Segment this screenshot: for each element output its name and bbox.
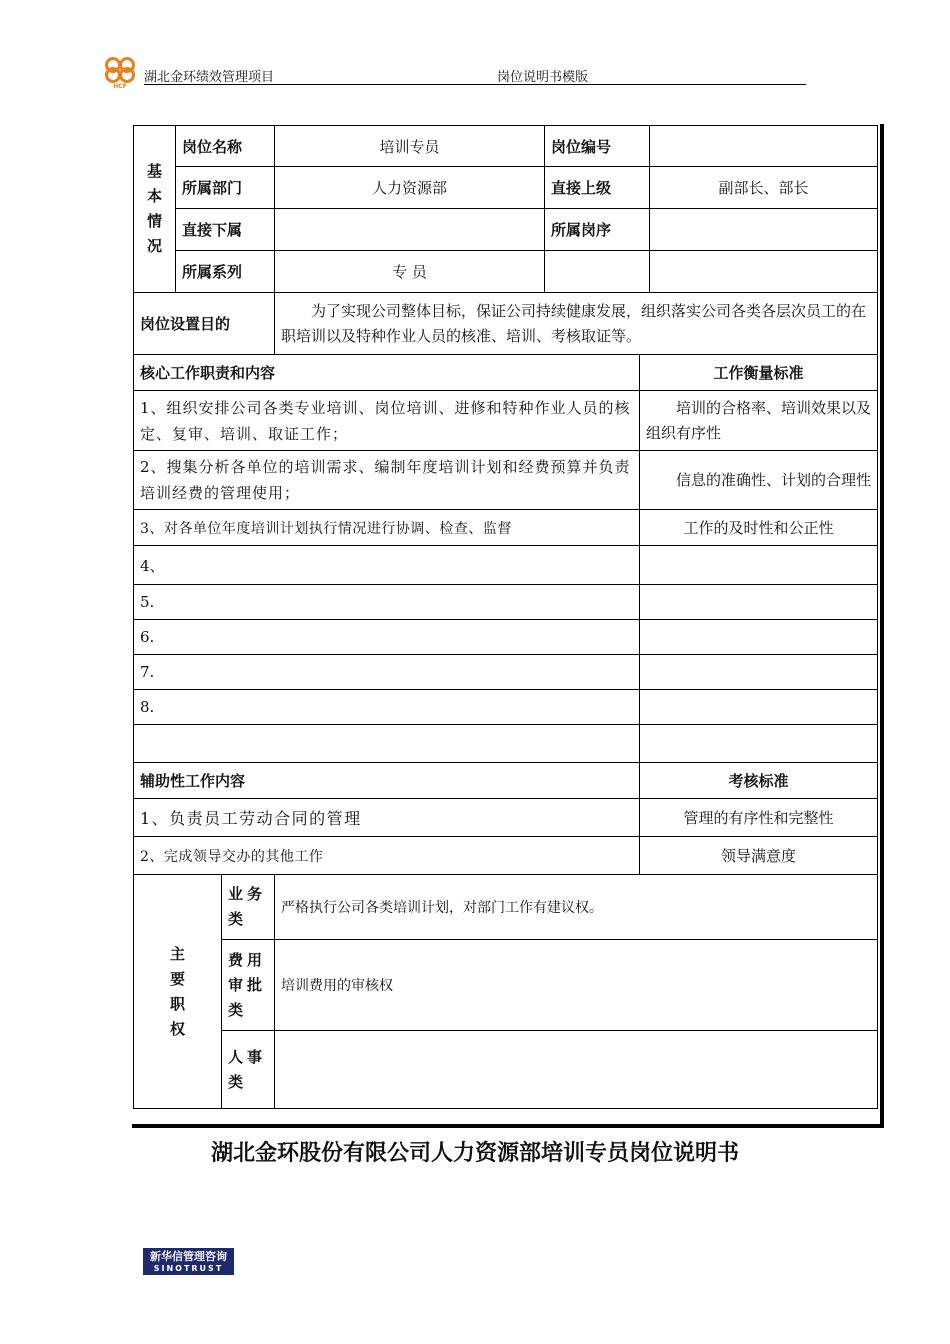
core-standard-6 xyxy=(640,620,878,655)
logo-text: HCF xyxy=(113,83,127,90)
core-duty-9 xyxy=(134,725,640,763)
core-duty-6: 6. xyxy=(134,620,640,655)
core-duty-3: 3、对各单位年度培训计划执行情况进行协调、检查、监督 xyxy=(134,510,640,546)
core-duty-7: 7. xyxy=(134,655,640,690)
core-standard-8 xyxy=(640,690,878,725)
aux-duty-1: 1、负责员工劳动合同的管理 xyxy=(134,799,640,837)
dept-label: 所属部门 xyxy=(176,167,275,209)
position-no-label: 岗位编号 xyxy=(545,126,650,167)
core-duty-2: 2、搜集分析各单位的培训需求、编制年度培训计划和经费预算并负责培训经费的管理使用； xyxy=(134,451,640,510)
core-standard-7 xyxy=(640,655,878,690)
authority-type-2: 费用审批类 xyxy=(222,940,275,1031)
position-no-value xyxy=(650,126,878,167)
superior-value: 副部长、部长 xyxy=(650,167,878,209)
core-standard-1: 培训的合格率、培训效果以及组织有序性 xyxy=(640,391,878,451)
core-duty-5: 5. xyxy=(134,585,640,620)
position-name-value: 培训专员 xyxy=(275,126,545,167)
aux-standard-header: 考核标准 xyxy=(640,763,878,799)
purpose-text: 为了实现公司整体目标，保证公司持续健康发展，组织落实公司各类各层次员工的在职培训以及特种作业人员的核准、培训、考核取证等。 xyxy=(275,293,878,355)
sinotrust-logo xyxy=(143,1248,234,1275)
aux-standard-2: 领导满意度 xyxy=(640,837,878,875)
core-header: 核心工作职责和内容 xyxy=(134,355,640,391)
position-name-label: 岗位名称 xyxy=(176,126,275,167)
document-title: 湖北金环股份有限公司人力资源部培训专员岗位说明书 xyxy=(210,1141,739,1166)
core-duty-1: 1、组织安排公司各类专业培训、岗位培训、进修和特种作业人员的核定、复审、培训、取证工作； xyxy=(134,391,640,451)
superior-label: 直接上级 xyxy=(545,167,650,209)
series-value: 专 员 xyxy=(275,251,545,293)
core-standard-header: 工作衡量标准 xyxy=(640,355,878,391)
core-duty-4: 4、 xyxy=(134,546,640,585)
core-standard-2: 信息的准确性、计划的合理性 xyxy=(640,451,878,510)
purpose-label: 岗位设置目的 xyxy=(134,293,275,355)
job-description-table xyxy=(133,125,878,1109)
header-doc-type: 岗位说明书模版 xyxy=(497,70,589,85)
aux-header: 辅助性工作内容 xyxy=(134,763,640,799)
subordinate-label: 直接下属 xyxy=(176,209,275,251)
authority-type-1: 业务类 xyxy=(222,875,275,940)
core-standard-9 xyxy=(640,725,878,763)
core-standard-3: 工作的及时性和公正性 xyxy=(640,510,878,546)
core-standard-4 xyxy=(640,546,878,585)
header-project: 湖北金环绩效管理项目 xyxy=(144,70,275,85)
aux-duty-2: 2、完成领导交办的其他工作 xyxy=(134,837,640,875)
authority-content-2: 培训费用的审核权 xyxy=(275,940,878,1031)
subordinate-value xyxy=(275,209,545,251)
series-empty-cell xyxy=(545,251,650,293)
authority-label: 主 要 职 权 xyxy=(134,875,222,1109)
company-logo-icon xyxy=(100,54,140,90)
core-standard-5 xyxy=(640,585,878,620)
sequence-label: 所属岗序 xyxy=(545,209,650,251)
authority-content-3 xyxy=(275,1031,878,1109)
core-duty-8: 8. xyxy=(134,690,640,725)
sequence-value xyxy=(650,209,878,251)
authority-type-3: 人事类 xyxy=(222,1031,275,1109)
series-empty-cell-2 xyxy=(650,251,878,293)
sinotrust-logo-line2: SINOTRUST xyxy=(153,1264,224,1273)
aux-standard-1: 管理的有序性和完整性 xyxy=(640,799,878,837)
header-divider xyxy=(144,84,806,85)
basic-section-label: 基 本 情 况 xyxy=(134,126,176,293)
series-label: 所属系列 xyxy=(176,251,275,293)
sinotrust-logo-line1: 新华信管理咨询 xyxy=(150,1250,227,1263)
dept-value: 人力资源部 xyxy=(275,167,545,209)
authority-content-1: 严格执行公司各类培训计划，对部门工作有建议权。 xyxy=(275,875,878,940)
